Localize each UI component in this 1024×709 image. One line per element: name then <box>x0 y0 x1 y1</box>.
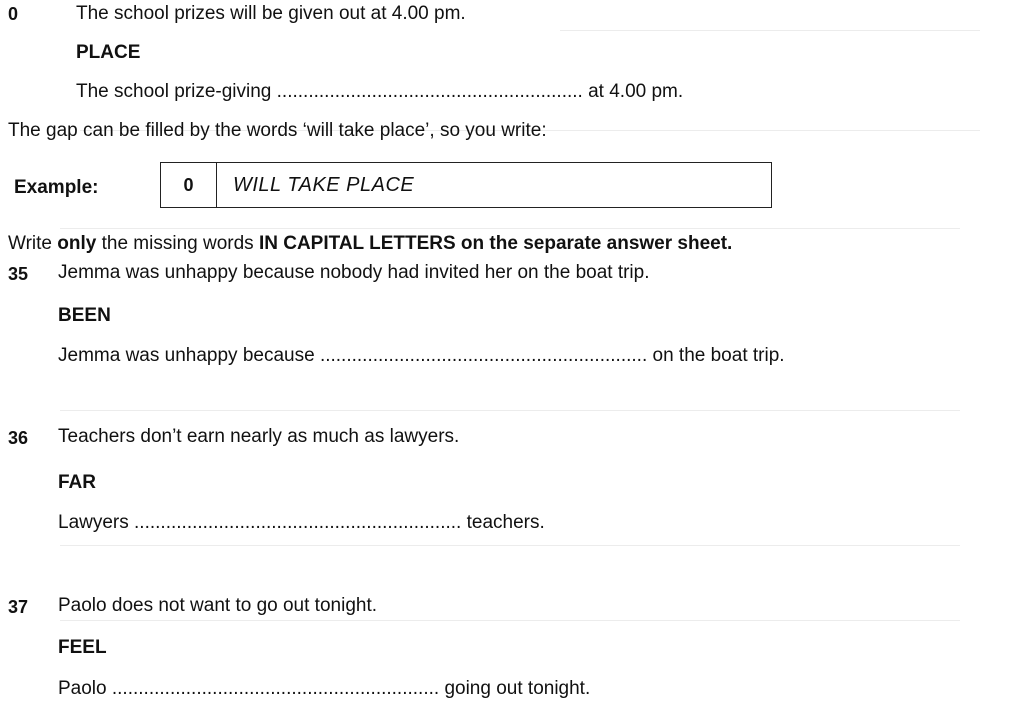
question-number: 35 <box>8 264 29 284</box>
instruction-part: on the separate answer sheet. <box>455 233 733 254</box>
example-item-keyword: PLACE <box>76 42 141 63</box>
question-sentence: Paolo does not want to go out tonight. <box>58 595 378 616</box>
example-item-transformation <box>76 81 683 103</box>
example-box-answer: WILL TAKE PLACE <box>233 173 415 196</box>
question-suffix: teachers. <box>461 512 545 533</box>
scan-artifact <box>60 410 960 411</box>
instruction-part: Write <box>8 233 58 254</box>
instruction-text <box>8 233 732 255</box>
example-item-gap: .......................................................... <box>276 81 583 102</box>
scan-artifact <box>560 30 980 31</box>
question-gap[interactable]: .............................................................. <box>134 512 462 533</box>
question-number: 36 <box>8 428 29 448</box>
question-prefix: Paolo <box>58 678 112 699</box>
question-prefix: Jemma was unhappy because <box>58 345 320 366</box>
question-suffix: going out tonight. <box>439 678 591 699</box>
question-transformation <box>58 678 590 700</box>
instruction-emphasis: IN CAPITAL LETTERS <box>258 233 456 254</box>
question-suffix: on the boat trip. <box>647 345 785 366</box>
example-item-prefix: The school prize-giving <box>76 81 277 102</box>
scan-artifact <box>60 228 960 229</box>
instruction-emphasis: only <box>57 233 97 254</box>
question-transformation <box>58 512 545 534</box>
question-prefix: Lawyers <box>58 512 135 533</box>
scan-artifact <box>60 620 960 621</box>
example-answer-box <box>160 162 772 208</box>
example-item-number: 0 <box>8 4 19 24</box>
scan-artifact <box>60 545 960 546</box>
question-keyword: FAR <box>58 472 96 493</box>
question-number: 37 <box>8 597 29 617</box>
explanation-text: The gap can be filled by the words ‘will take place’, so you write: <box>8 120 547 141</box>
question-transformation <box>58 345 785 367</box>
question-keyword: BEEN <box>58 305 111 326</box>
question-gap[interactable]: .............................................................. <box>111 678 440 699</box>
instruction-part: the missing words <box>96 233 259 254</box>
example-item-sentence: The school prizes will be given out at 4.00 pm. <box>76 3 466 24</box>
example-box-number: 0 <box>161 163 217 207</box>
question-sentence: Jemma was unhappy because nobody had invited her on the boat trip. <box>58 262 650 283</box>
example-item-suffix: at 4.00 pm. <box>582 81 684 102</box>
example-label: Example: <box>14 177 99 198</box>
question-keyword: FEEL <box>58 637 107 658</box>
question-gap[interactable]: .............................................................. <box>319 345 648 366</box>
question-sentence: Teachers don’t earn nearly as much as lawyers. <box>58 426 460 447</box>
